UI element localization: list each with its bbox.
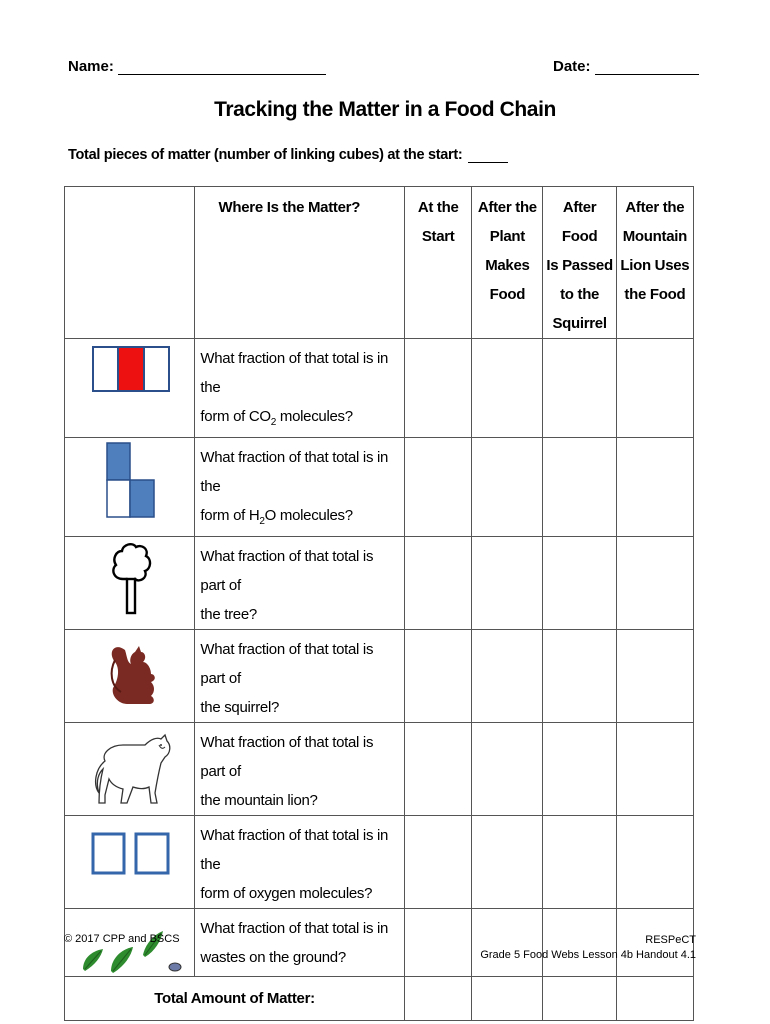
name-field[interactable] [68, 58, 326, 75]
answer-cell[interactable] [616, 816, 693, 909]
header-after-plant-line: Food [489, 286, 526, 303]
question-line: What fraction of that total is in the [200, 449, 389, 495]
program-name: RESPeCT [645, 934, 696, 946]
co2-cubes-icon [65, 339, 195, 438]
answer-cell[interactable] [543, 816, 616, 909]
answer-cell[interactable] [405, 339, 472, 438]
name-line[interactable] [118, 60, 326, 75]
date-field[interactable] [553, 58, 699, 75]
question-h2o [195, 438, 405, 537]
header-after-lion-line: the Food [624, 286, 686, 303]
question-line: What fraction of that total is part of [200, 641, 374, 687]
date-label: Date: [553, 58, 591, 75]
tree-icon [65, 537, 195, 630]
header-after-plant-line: Makes [485, 257, 530, 274]
question-oxygen [195, 816, 405, 909]
answer-cell[interactable] [472, 630, 543, 723]
start-total-blank[interactable] [468, 149, 508, 163]
header-at-start-line: Start [421, 228, 455, 245]
date-line[interactable] [595, 60, 699, 75]
header-row [65, 187, 694, 339]
header-after-squirrel-line: Is Passed [546, 257, 613, 274]
answer-cell[interactable] [616, 339, 693, 438]
start-total-prompt [68, 147, 508, 163]
answer-cell[interactable] [543, 977, 616, 1021]
answer-cell[interactable] [405, 537, 472, 630]
answer-cell[interactable] [543, 723, 616, 816]
question-line: the tree? [200, 606, 257, 623]
answer-cell[interactable] [405, 438, 472, 537]
answer-cell[interactable] [543, 339, 616, 438]
answer-cell[interactable] [405, 816, 472, 909]
matter-tracking-table [64, 186, 694, 1021]
table-row [65, 537, 694, 630]
header-after-lion-line: Mountain [622, 228, 687, 245]
answer-cell[interactable] [405, 909, 472, 977]
handout-id: Grade 5 Food Webs Lesson 4b Handout 4.1 [480, 949, 696, 961]
question-squirrel [195, 630, 405, 723]
header-after-plant-line: Plant [489, 228, 525, 245]
header-after-plant [472, 187, 543, 339]
question-line: form of $CO_2$ molecules? [200, 408, 353, 428]
total-amount-label: Total Amount of Matter: [65, 977, 405, 1021]
total-row [65, 977, 694, 1021]
answer-cell[interactable] [405, 630, 472, 723]
question-line: the mountain lion? [200, 792, 318, 809]
header-after-squirrel [543, 187, 616, 339]
answer-cell[interactable] [472, 438, 543, 537]
h2o-cubes-icon [65, 438, 195, 537]
answer-cell[interactable] [616, 438, 693, 537]
squirrel-icon [65, 630, 195, 723]
header-blank-cell [65, 187, 195, 339]
question-line: What fraction of that total is in [200, 920, 389, 937]
question-line: What fraction of that total is part of [200, 548, 374, 594]
answer-cell[interactable] [405, 723, 472, 816]
table-row [65, 438, 694, 537]
table-row [65, 723, 694, 816]
question-line: wastes on the ground? [200, 949, 346, 966]
copyright-notice: © 2017 CPP and BSCS [64, 933, 180, 945]
answer-cell[interactable] [472, 723, 543, 816]
header-where-is-matter: Where Is the Matter? [195, 187, 405, 339]
question-mountain-lion [195, 723, 405, 816]
answer-cell[interactable] [472, 537, 543, 630]
question-co2 [195, 339, 405, 438]
answer-cell[interactable] [543, 630, 616, 723]
question-ground-waste [195, 909, 405, 977]
header-after-squirrel-line: After Food [561, 199, 598, 245]
start-total-label: Total pieces of matter (number of linking cubes) at the start: [68, 147, 463, 163]
header-at-start-line: At the [417, 199, 459, 216]
oxygen-cubes-icon [65, 816, 195, 909]
question-line: What fraction of that total is in the [200, 350, 389, 396]
header-after-squirrel-line: Squirrel [552, 315, 607, 332]
question-line: form of $H_2O$ molecules? [200, 507, 353, 527]
table-row [65, 816, 694, 909]
answer-cell[interactable] [472, 339, 543, 438]
mountain-lion-icon [65, 723, 195, 816]
table-row [65, 339, 694, 438]
answer-cell[interactable] [543, 438, 616, 537]
header-after-squirrel-line: to the [560, 286, 600, 303]
page-title: Tracking the Matter in a Food Chain [214, 98, 556, 121]
footer-credit [480, 933, 696, 963]
header-after-plant-line: After the [477, 199, 537, 216]
answer-cell[interactable] [543, 537, 616, 630]
answer-cell[interactable] [616, 723, 693, 816]
answer-cell[interactable] [616, 630, 693, 723]
header-after-lion [616, 187, 693, 339]
header-at-start [405, 187, 472, 339]
header-after-lion-line: After the [625, 199, 685, 216]
name-label: Name: [68, 58, 114, 75]
answer-cell[interactable] [616, 537, 693, 630]
answer-cell[interactable] [616, 977, 693, 1021]
question-line: What fraction of that total is in the [200, 827, 389, 873]
question-line: form of oxygen molecules? [200, 885, 373, 902]
question-line: What fraction of that total is part of [200, 734, 374, 780]
answer-cell[interactable] [472, 977, 543, 1021]
question-line: the squirrel? [200, 699, 280, 716]
question-tree [195, 537, 405, 630]
header-after-lion-line: Lion Uses [620, 257, 690, 274]
table-row [65, 630, 694, 723]
answer-cell[interactable] [405, 977, 472, 1021]
answer-cell[interactable] [472, 816, 543, 909]
